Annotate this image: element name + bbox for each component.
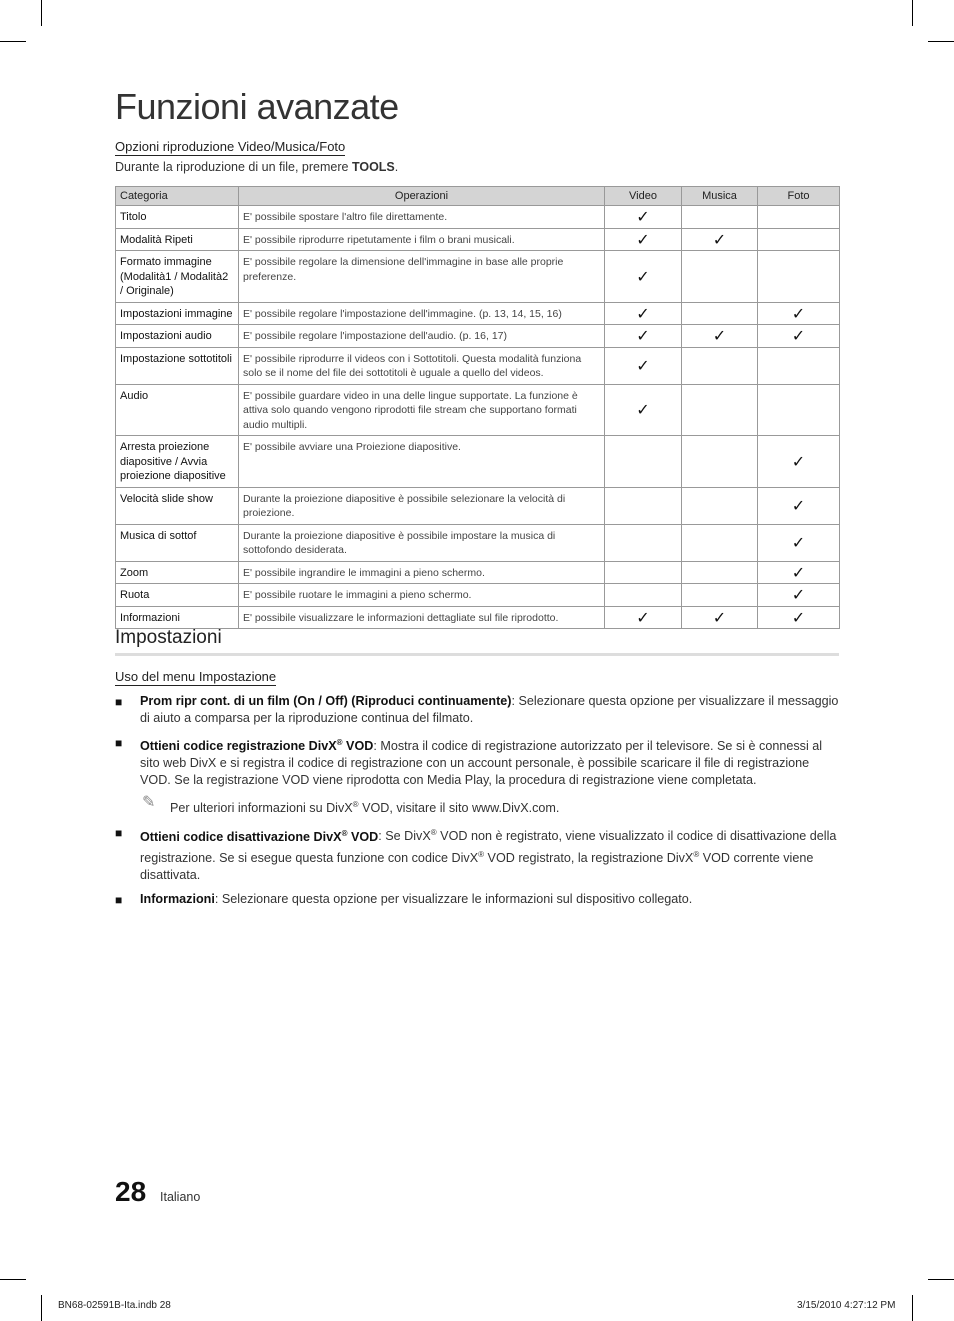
option-name bbox=[140, 830, 378, 844]
operation-cell: E' possibile regolare l'impostazione dell'immagine. (p. 13, 14, 15, 16) bbox=[239, 302, 605, 325]
operation-cell: E' possibile visualizzare le informazioni dettagliate sul file riprodotto. bbox=[239, 606, 605, 629]
video-support-cell bbox=[605, 228, 682, 251]
video-support-cell bbox=[605, 251, 682, 303]
operation-cell: E' possibile regolare l'impostazione dell'audio. (p. 16, 17) bbox=[239, 325, 605, 348]
option-description: VOD registrato, la registrazione DivX bbox=[484, 850, 694, 865]
music-support-cell bbox=[682, 302, 758, 325]
table-row bbox=[116, 251, 840, 303]
option-name-part: VOD bbox=[342, 739, 374, 754]
music-support-cell bbox=[682, 206, 758, 229]
checkmark-icon: ✓ bbox=[791, 562, 806, 582]
bullet-square-icon: ■ bbox=[115, 736, 123, 750]
table-row bbox=[116, 524, 840, 561]
operation-cell: E' possibile riprodurre il videos con i Sottotitoli. Questa modalità funziona solo se il nome del file dei sottotitoli è uguale a quello del videos. bbox=[239, 347, 605, 384]
column-header: Musica bbox=[682, 187, 758, 206]
checkmark-icon: ✓ bbox=[791, 607, 806, 627]
video-support-cell bbox=[605, 325, 682, 348]
option-description: : Mostra il codice di registrazione autorizzato per il televisore. Se si è connessi al sito web DivX e si registra il codice di registrazione con un account personale, è possibile scaricare il file di registrazione VOD. Se la registrazione VOD viene riprodotta con Media Play, la procedura di registrazione viene completata. bbox=[140, 739, 823, 788]
option-name-part: VOD bbox=[347, 829, 379, 844]
category-cell: Arresta proiezione diapositive / Avvia proiezione diapositive bbox=[116, 436, 239, 488]
photo-support-cell bbox=[758, 487, 840, 524]
checkmark-icon: ✓ bbox=[636, 303, 650, 323]
category-cell: Titolo bbox=[116, 206, 239, 229]
playback-options-table bbox=[115, 186, 840, 629]
video-support-cell bbox=[605, 436, 682, 488]
settings-heading: Impostazioni bbox=[115, 627, 839, 656]
registered-mark: ® bbox=[336, 738, 343, 747]
category-cell: Velocità slide show bbox=[116, 487, 239, 524]
crop-mark bbox=[912, 0, 913, 26]
checkmark-icon: ✓ bbox=[712, 607, 727, 627]
option-description: : Selezionare questa opzione per visualizzare le informazioni sul dispositivo collegato. bbox=[214, 891, 693, 906]
category-cell: Impostazioni audio bbox=[116, 325, 239, 348]
intro-suffix: . bbox=[394, 160, 399, 174]
music-support-cell bbox=[682, 228, 758, 251]
checkmark-icon: ✓ bbox=[636, 266, 650, 286]
operation-cell: E' possibile spostare l'altro file direttamente. bbox=[239, 206, 605, 229]
photo-support-cell bbox=[758, 325, 840, 348]
print-date: 3/15/2010 4:27:12 PM bbox=[797, 1300, 896, 1311]
checkmark-icon: ✓ bbox=[636, 355, 650, 375]
operation-cell: E' possibile ruotare le immagini a pieno schermo. bbox=[239, 584, 605, 607]
table-row bbox=[116, 436, 840, 488]
photo-support-cell bbox=[758, 584, 840, 607]
video-support-cell bbox=[605, 206, 682, 229]
photo-support-cell bbox=[758, 228, 840, 251]
music-support-cell bbox=[682, 436, 758, 488]
note bbox=[115, 796, 839, 817]
table-row bbox=[116, 561, 840, 584]
music-support-cell bbox=[682, 487, 758, 524]
category-cell: Zoom bbox=[116, 561, 239, 584]
table-row bbox=[116, 606, 840, 629]
operation-cell: E' possibile guardare video in una delle lingue supportate. La funzione è attiva solo quando vengono riprodotti file stream che supportano formati audio multipli. bbox=[239, 384, 605, 436]
category-cell: Impostazione sottotitoli bbox=[116, 347, 239, 384]
list-item bbox=[115, 891, 839, 908]
option-name: Informazioni bbox=[140, 891, 215, 906]
option-description: : Se DivX bbox=[378, 829, 431, 844]
checkmark-icon: ✓ bbox=[636, 207, 650, 226]
checkmark-icon: ✓ bbox=[636, 326, 650, 345]
table-row bbox=[116, 384, 840, 436]
registered-mark: ® bbox=[430, 828, 437, 838]
option-name-part: Ottieni codice disattivazione DivX bbox=[140, 829, 342, 844]
pencil-note-icon: ✎ bbox=[142, 794, 156, 812]
music-support-cell bbox=[682, 325, 758, 348]
checkmark-icon: ✓ bbox=[791, 451, 806, 471]
operation-cell: Durante la proiezione diapositive è possibile impostare la musica di sottofondo desiderata. bbox=[239, 524, 605, 561]
checkmark-icon: ✓ bbox=[636, 607, 650, 627]
operation-cell: E' possibile regolare la dimensione dell'immagine in base alle proprie preferenze. bbox=[239, 251, 605, 303]
video-support-cell bbox=[605, 561, 682, 584]
photo-support-cell bbox=[758, 302, 840, 325]
checkmark-icon: ✓ bbox=[636, 400, 650, 419]
video-support-cell bbox=[605, 524, 682, 561]
bullet-square-icon: ■ bbox=[115, 892, 123, 907]
category-cell: Formato immagine (Modalità1 / Modalità2 / Originale) bbox=[116, 251, 239, 303]
photo-support-cell bbox=[758, 524, 840, 561]
music-support-cell bbox=[682, 584, 758, 607]
tools-key: TOOLS bbox=[351, 160, 395, 174]
checkmark-icon: ✓ bbox=[791, 532, 806, 552]
video-support-cell bbox=[605, 584, 682, 607]
video-support-cell bbox=[605, 487, 682, 524]
table-row bbox=[116, 302, 840, 325]
option-description: : Selezionare questa opzione per visualizzare il messaggio di aiuto a comparsa per la riproduzione continua del filmato. bbox=[140, 694, 839, 725]
option-name-part: Ottieni codice registrazione DivX bbox=[140, 739, 337, 754]
category-cell: Musica di sottof bbox=[116, 524, 239, 561]
registered-mark: ® bbox=[341, 828, 348, 838]
table-row bbox=[116, 206, 840, 229]
option-name bbox=[140, 739, 373, 753]
photo-support-cell bbox=[758, 606, 840, 629]
checkmark-icon: ✓ bbox=[791, 585, 806, 604]
music-support-cell bbox=[682, 524, 758, 561]
intro-prefix: Durante la riproduzione di un file, premere bbox=[115, 160, 352, 174]
operation-cell: E' possibile avviare una Proiezione diapositive. bbox=[239, 436, 605, 488]
crop-mark bbox=[912, 1295, 913, 1321]
music-support-cell bbox=[682, 561, 758, 584]
page-language: Italiano bbox=[160, 1190, 201, 1204]
checkmark-icon: ✓ bbox=[791, 495, 806, 515]
music-support-cell bbox=[682, 384, 758, 436]
crop-mark bbox=[0, 41, 26, 42]
checkmark-icon: ✓ bbox=[712, 229, 727, 249]
checkmark-icon: ✓ bbox=[636, 229, 650, 249]
crop-mark bbox=[928, 1279, 954, 1280]
music-support-cell bbox=[682, 251, 758, 303]
settings-subheading: Uso del menu Impostazione bbox=[115, 669, 277, 684]
table-row bbox=[116, 325, 840, 348]
registered-mark: ® bbox=[693, 849, 700, 859]
video-support-cell bbox=[605, 606, 682, 629]
photo-support-cell bbox=[758, 206, 840, 229]
photo-support-cell bbox=[758, 251, 840, 303]
table-row bbox=[116, 228, 840, 251]
column-header: Video bbox=[605, 187, 682, 206]
bullet-square-icon: ■ bbox=[115, 826, 123, 841]
column-header: Categoria bbox=[116, 187, 239, 206]
settings-list bbox=[115, 693, 839, 915]
column-header: Foto bbox=[758, 187, 840, 206]
page-number: 28 bbox=[115, 1176, 147, 1207]
list-item bbox=[115, 693, 839, 727]
operation-cell: Durante la proiezione diapositive è possibile selezionare la velocità di proiezione. bbox=[239, 487, 605, 524]
checkmark-icon: ✓ bbox=[712, 326, 727, 345]
page-title: Funzioni avanzate bbox=[115, 86, 399, 127]
music-support-cell bbox=[682, 606, 758, 629]
operation-cell: E' possibile ingrandire le immagini a pieno schermo. bbox=[239, 561, 605, 584]
table-row bbox=[116, 487, 840, 524]
crop-mark bbox=[0, 1279, 26, 1280]
registered-mark: ® bbox=[478, 849, 485, 859]
table-body bbox=[116, 206, 840, 629]
table-row bbox=[116, 347, 840, 384]
checkmark-icon: ✓ bbox=[791, 326, 806, 345]
table-header-row bbox=[116, 187, 840, 206]
video-support-cell bbox=[605, 347, 682, 384]
category-cell: Ruota bbox=[116, 584, 239, 607]
table-row bbox=[116, 584, 840, 607]
crop-mark bbox=[41, 1295, 42, 1321]
video-support-cell bbox=[605, 384, 682, 436]
bullet-square-icon: ■ bbox=[115, 695, 123, 709]
crop-mark bbox=[928, 41, 954, 42]
category-cell: Impostazioni immagine bbox=[116, 302, 239, 325]
registered-mark: ® bbox=[352, 800, 359, 810]
playback-options-heading: Opzioni riproduzione Video/Musica/Foto bbox=[115, 139, 346, 154]
column-header: Operazioni bbox=[239, 187, 605, 206]
photo-support-cell bbox=[758, 561, 840, 584]
video-support-cell bbox=[605, 302, 682, 325]
music-support-cell bbox=[682, 347, 758, 384]
category-cell: Audio bbox=[116, 384, 239, 436]
photo-support-cell bbox=[758, 436, 840, 488]
photo-support-cell bbox=[758, 384, 840, 436]
operation-cell: E' possibile riprodurre ripetutamente i film o brani musicali. bbox=[239, 228, 605, 251]
option-description: VOD corrente viene disattivata. bbox=[140, 850, 814, 882]
playback-intro bbox=[115, 160, 398, 174]
list-item bbox=[115, 734, 839, 789]
photo-support-cell bbox=[758, 347, 840, 384]
list-item bbox=[115, 824, 839, 883]
category-cell: Informazioni bbox=[116, 606, 239, 629]
crop-mark bbox=[41, 0, 42, 26]
note-text: Per ulteriori informazioni su DivX bbox=[170, 801, 353, 816]
file-info: BN68-02591B-Ita.indb 28 bbox=[58, 1300, 171, 1311]
checkmark-icon: ✓ bbox=[791, 303, 806, 323]
category-cell: Modalità Ripeti bbox=[116, 228, 239, 251]
note-text: VOD, visitare il sito www.DivX.com. bbox=[358, 801, 560, 816]
option-name: Prom ripr cont. di un film (On / Off) (Riproduci continuamente) bbox=[140, 694, 512, 708]
option-description: VOD non è registrato, viene visualizzato il codice di disattivazione della registrazione. Se si esegue questa funzione con codice DivX bbox=[140, 829, 837, 865]
